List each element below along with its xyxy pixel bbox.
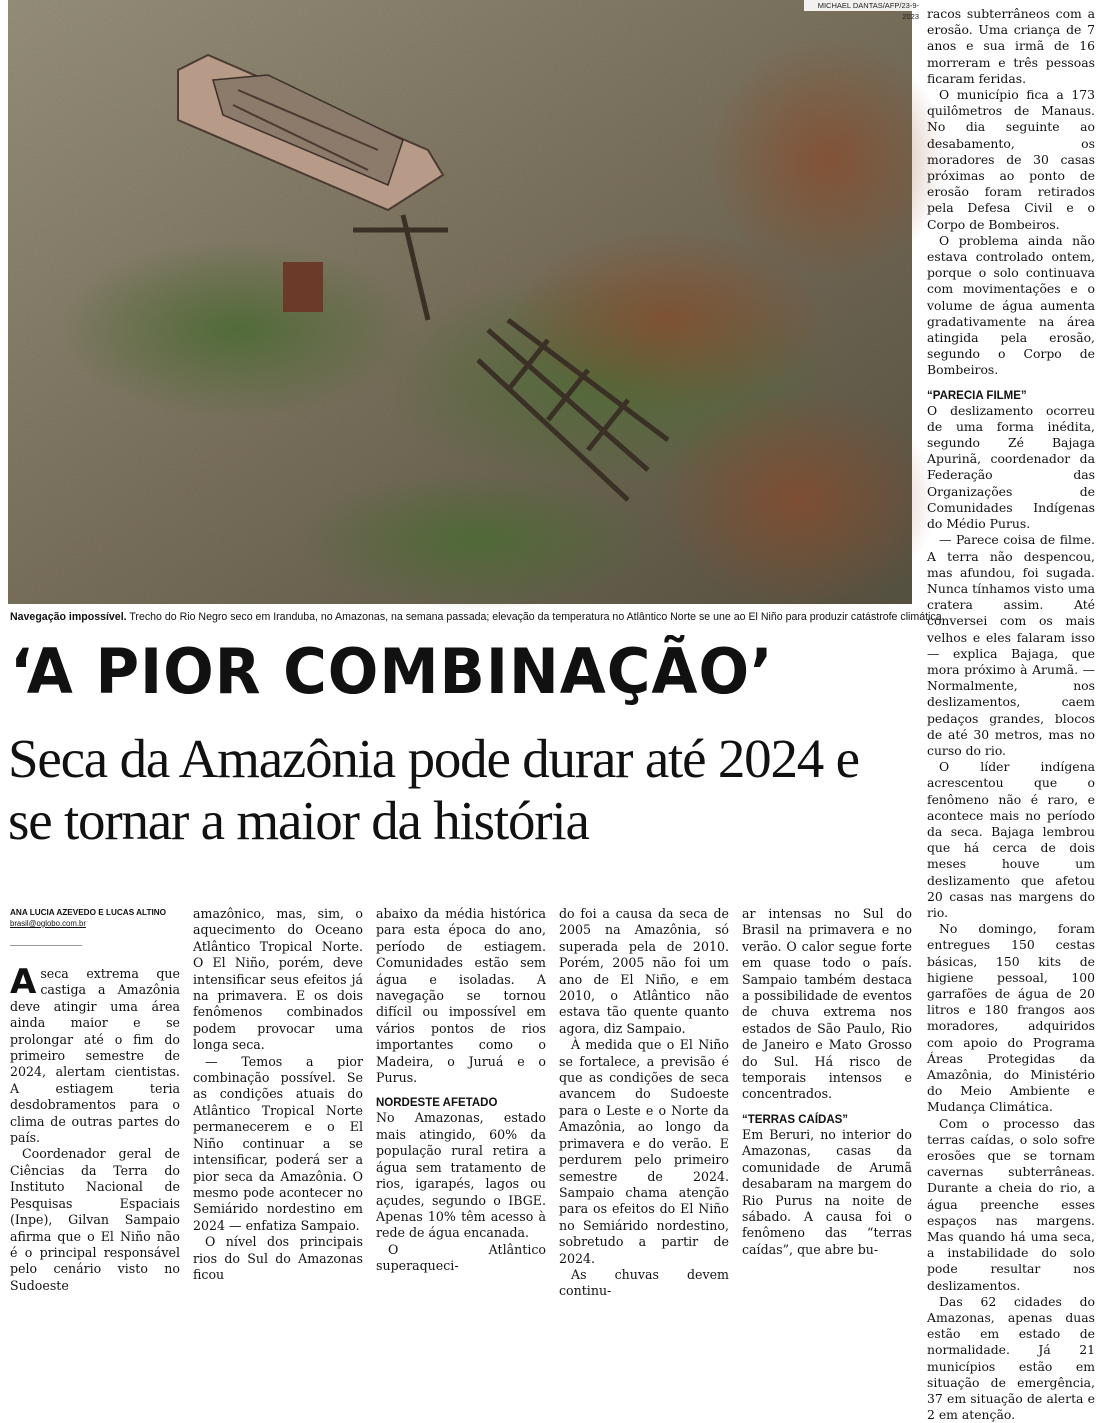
byline-email[interactable]: brasil@oglobo.com.br — [10, 919, 86, 928]
drop-cap: A — [10, 962, 37, 1002]
subheadline: Seca da Amazônia pode durar até 2024 e se tornar a maior da história — [8, 728, 859, 851]
paragraph: amazônico, mas, sim, o aquecimento do Oceano Atlântico Tropical Norte. O El Niño, porém, deve intensificar seus efeitos já na primavera. E os dois fenômenos combinados podem provocar uma longa seca. — [193, 906, 363, 1053]
paragraph: abaixo da média histórica para esta época do ano, período de estiagem. Comunidades estão sem água e isoladas. A navegação se tornou difícil ou impossível em vários pontos de rios importantes como o Madeira, o Juruá e o Purus. — [376, 906, 546, 1086]
paragraph: O deslizamento ocorreu de uma forma inédita, segundo Zé Bajaga Apurinã, coordenador da Federação das Organizações de Comunidades Indígenas do Médio Purus. — [927, 402, 1095, 532]
paragraph: Com o processo das terras caídas, o solo sofre erosões que se tornam cavernas subterrâneas. Durante a cheia do rio, a água preenche esses espaços nas margens. Mas quando há uma seca, a instabilidade do solo pode resultar nos deslizamentos. — [927, 1115, 1095, 1293]
rusted-barrel — [283, 262, 323, 312]
paragraph: do foi a causa da seca de 2005 na Amazônia, só superada pela de 2010. Porém, 2005 não foi um ano de El Niño, e em 2010, o Atlântico não estava tão quente quanto agora, diz Sampaio. — [559, 906, 729, 1036]
news-photo — [8, 0, 919, 604]
article-column-6 — [927, 6, 1095, 1423]
caption-bold: Navegação impossível. — [10, 611, 127, 623]
article-column-2 — [193, 906, 363, 1282]
byline-rule — [10, 945, 82, 946]
photo-caption — [10, 611, 942, 624]
article-column-3 — [376, 906, 546, 1274]
caption-text: Trecho do Rio Negro seco em Iranduba, no Amazonas, na semana passada; elevação da temperatura no Atlântico Norte se une ao El Niño para produzir catástrofe climática — [126, 611, 942, 623]
paragraph: Coordenador geral de Ciências da Terra do Instituto Nacional de Pesquisas Espaciais (Inpe), Gilvan Sampaio afirma que o El Niño não é o principal responsável pelo cenário visto no Sudoeste — [10, 1146, 180, 1293]
lead-text: seca extrema que castiga a Amazônia deve atingir uma área ainda maior e se prolongar até o fim do primeiro semestre de 2024, alertam cientistas. A estiagem teria desdobramentos para o clima de outras partes do país. — [10, 966, 180, 1146]
paragraph: O nível dos principais rios do Sul do Amazonas ficou — [193, 1234, 363, 1282]
paragraph: À medida que o El Niño se fortalece, a previsão é que as condições de seca avancem do Sudoeste para o Leste e o Norte da Amazônia, ao longo da primavera e do verão. E perdurem pelo primeiro semestre de 2024. Sampaio chama atenção para os efeitos do El Niño no Semiárido nordestino, sobretudo a partir de 2024. — [559, 1037, 729, 1266]
paragraph: No Amazonas, estado mais atingido, 60% da população rural retira a água sem tratamento de rios, igarapés, lagos ou açudes, segundo o IBGE. Apenas 10% têm acesso à rede de água encanada. — [376, 1110, 546, 1241]
paragraph: Em Beruri, no interior do Amazonas, casas da comunidade de Arumã desabaram na margem do Rio Purus na noite de sábado. A causa foi o fenômeno das “terras caídas”, que abre bu- — [742, 1126, 912, 1257]
paragraph: As chuvas devem continu- — [559, 1266, 729, 1299]
headline: ‘A PIOR COMBINAÇÃO’ — [10, 635, 774, 708]
section-heading: “TERRAS CAÍDAS” — [742, 1113, 849, 1126]
paragraph: racos subterrâneos com a erosão. Uma criança de 7 anos e sua irmã de 16 morreram e três pessoas ficaram feridas. — [927, 6, 1095, 86]
paragraph: — Parece coisa de filme. A terra não despencou, mas afundou, foi sugada. Nunca tínhamos visto uma cratera assim. Até conversei com os mais velhos e eles falaram isso — explica Bajaga, que mora próximo à Arumã. — Normalmente, nos deslizamentos, caem pedaços grandes, blocos de até 30 metros, mas no curso do rio. — [927, 532, 1095, 758]
photo-credit: MICHAEL DANTAS/AFP/23-9-2023 — [804, 0, 921, 11]
paragraph: O problema ainda não estava controlado ontem, porque o solo continuava com movimentações e o volume de água aumenta gradativamente na área atingida pela erosão, segundo o Corpo de Bombeiros. — [927, 232, 1095, 378]
byline-authors: ANA LUCIA AZEVEDO E LUCAS ALTINO — [10, 908, 167, 917]
byline — [10, 907, 180, 929]
paragraph: O líder indígena acrescentou que o fenômeno não é raro, e acontece mais no período da seca. Bajaga lembrou que há cerca de dois meses houve um deslizamento que afetou 20 casas nas margens do rio. — [927, 759, 1095, 920]
paragraph: O Atlântico superaqueci- — [376, 1241, 546, 1274]
article-column-4 — [559, 906, 729, 1299]
article-column-1 — [10, 962, 180, 1293]
dry-riverbed-image — [8, 0, 912, 604]
paragraph: — Temos a pior combinação possível. Se as condições atuais do Atlântico Tropical Norte permanecerem e o El Niño continuar a se intensificar, poderá ser a pior seca da Amazônia. O mesmo pode acontecer no Semiárido nordestino em 2024 — enfatiza Sampaio. — [193, 1053, 363, 1233]
paragraph: No domingo, foram entregues 150 cestas básicas, 150 kits de higiene pessoal, 100 garrafões de água de 20 litros e 180 frangos aos moradores, adquiridos com apoio do Programa Áreas Protegidas da Amazônia, do Ministério do Meio Ambiente e Mudança Climática. — [927, 921, 1095, 1115]
section-heading: “PARECIA FILME” — [927, 389, 1027, 402]
section-heading: NORDESTE AFETADO — [376, 1097, 498, 1110]
paragraph: ar intensas no Sul do Brasil na primavera e no verão. O calor segue forte em quase todo o país. Sampaio também destaca a possibilidade de eventos de chuva extrema nos estados de São Paulo, Rio de Janeiro e Mato Grosso do Sul. Há risco de temporais intensos e concentrados. — [742, 906, 912, 1102]
lead-paragraph — [10, 962, 180, 1146]
paragraph: Das 62 cidades do Amazonas, apenas duas estão em estado de normalidade. Já 21 municípios estão em situação de emergência, 37 em situação de alerta e 2 em atenção. — [927, 1293, 1095, 1423]
paragraph: O município fica a 173 quilômetros de Manaus. No dia seguinte ao desabamento, os moradores de 30 casas próximas ao ponto de erosão foram retirados pela Defesa Civil e o Corpo de Bombeiros. — [927, 87, 1095, 232]
article-column-5 — [742, 906, 912, 1257]
